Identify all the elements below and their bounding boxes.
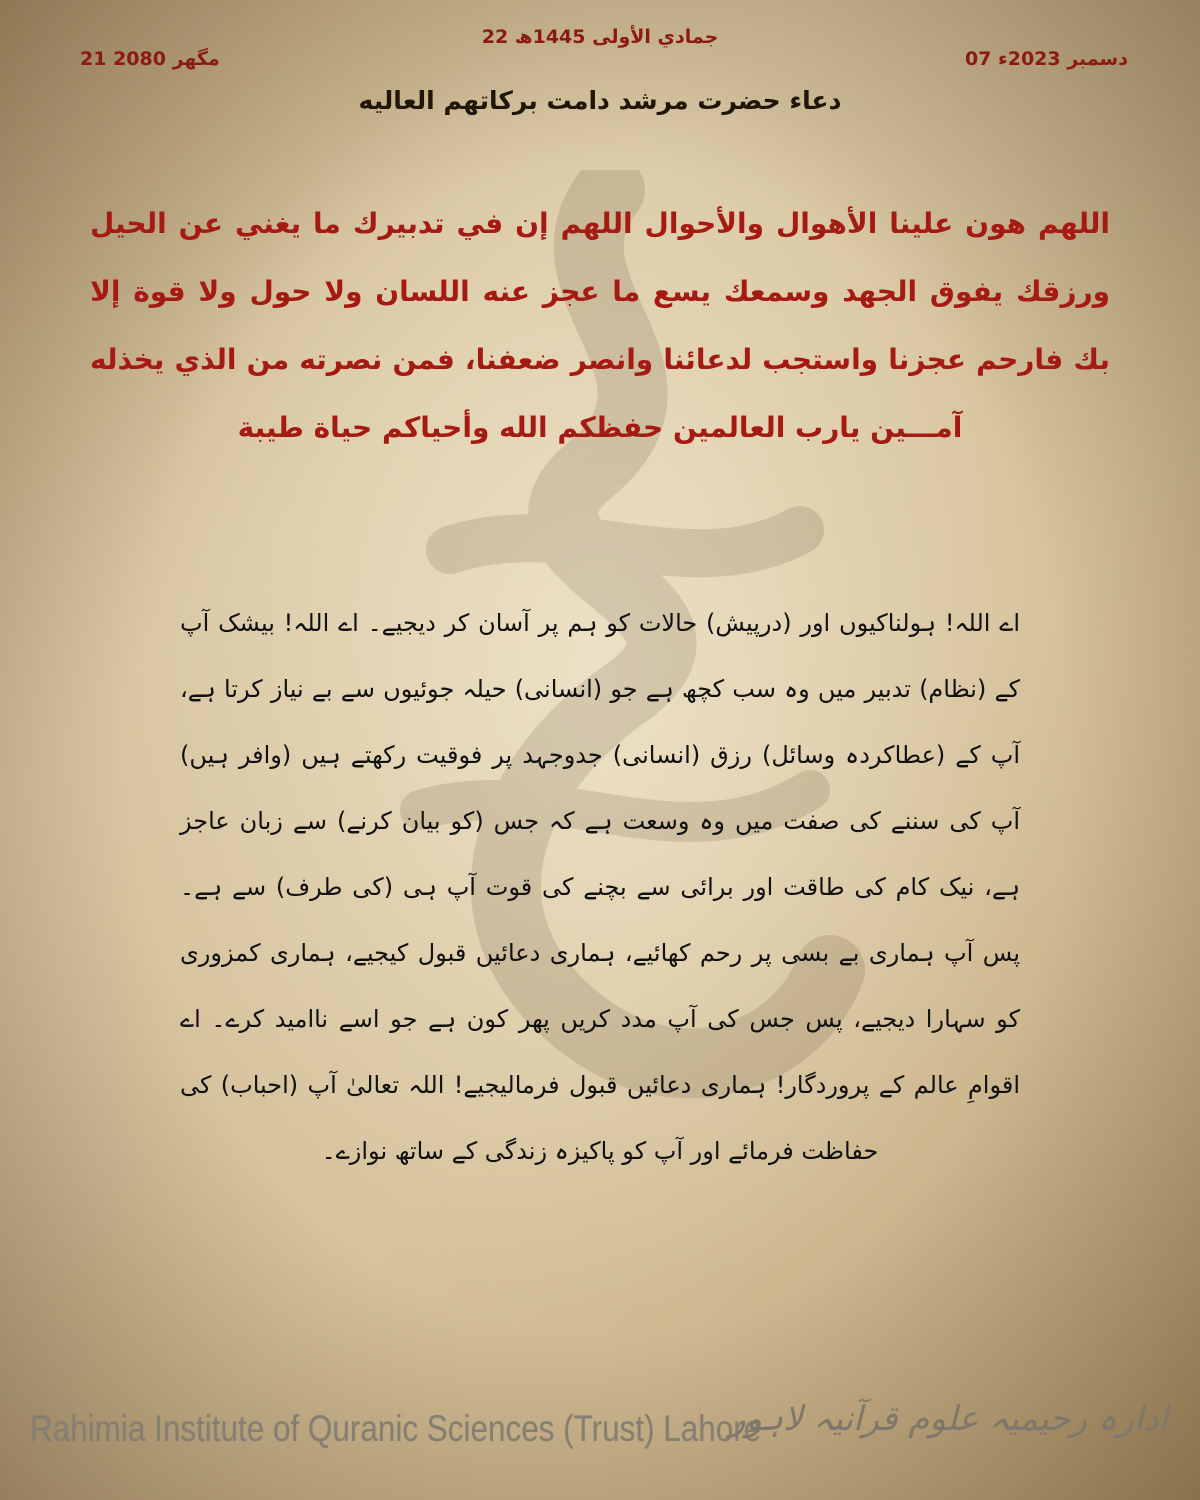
gregorian-date: 07 دسمبر 2023ء (964, 48, 1128, 70)
institute-name-english: Rahimia Institute of Quranic Sciences (Trust) Lahore (30, 1408, 762, 1449)
hijri-date: 22 جمادي الأولى 1445ھ (481, 26, 719, 48)
bikrami-date: 21 مگھر 2080 (80, 48, 220, 70)
institute-name-urdu: ادارہ رحیمیہ علوم قرآنیہ لاہور (729, 1399, 1168, 1439)
urdu-translation: اے اللہ! ہولناکیوں اور (درپیش) حالات کو ہم پر آسان کر دیجیے۔ اے اللہ! بیشک آپ کے (نظام) تدبیر میں وہ سب کچھ ہے جو (انسانی) حیلہ جوئیوں سے بے نیاز کرتا ہے، آپ کے (عطاکردہ وسائل) رزق (انسانی) جدوجہد پر فوقیت رکھتے ہیں (وافر ہیں) آپ کی سننے کی صفت میں وہ وسعت ہے کہ جس (کو بیان کرنے) سے زبان عاجز ہے، نیک کام کی طاقت اور برائی سے بچنے کی قوت آپ ہی (کی طرف) سے ہے۔ پس آپ ہماری بے بسی پر رحم کھائیے، ہماری دعائیں قبول کیجیے، ہماری کمزوری کو سہارا دیجیے، پس جس کی آپ مدد کریں پھر کون ہے جو اسے ناامید کرے۔ اے اقوامِ عالم کے پروردگار! ہماری دعائیں قبول فرمالیجیے! اللہ تعالیٰ آپ (احباب) کی حفاظت فرمائے اور آپ کو پاکیزہ زندگی کے ساتھ نوازے۔ (180, 609, 1020, 1165)
page-title: دعاء حضرت مرشد دامت برکاتهم العالیه (358, 86, 842, 115)
arabic-prayer: اللهم هون علينا الأهوال والأحوال اللهم إن في تدبيرك ما يغني عن الحيل ورزقك يفوق الجهد وسمعك يسع ما عجز عنه اللسان ولا حول ولا قوة إلا بك فارحم عجزنا واستجب لدعائنا وانصر ضعفنا، فمن نصرته من الذي يخذله آمـــين يارب العالمين حفظكم الله وأحياكم حياة طيبة (90, 207, 1110, 444)
